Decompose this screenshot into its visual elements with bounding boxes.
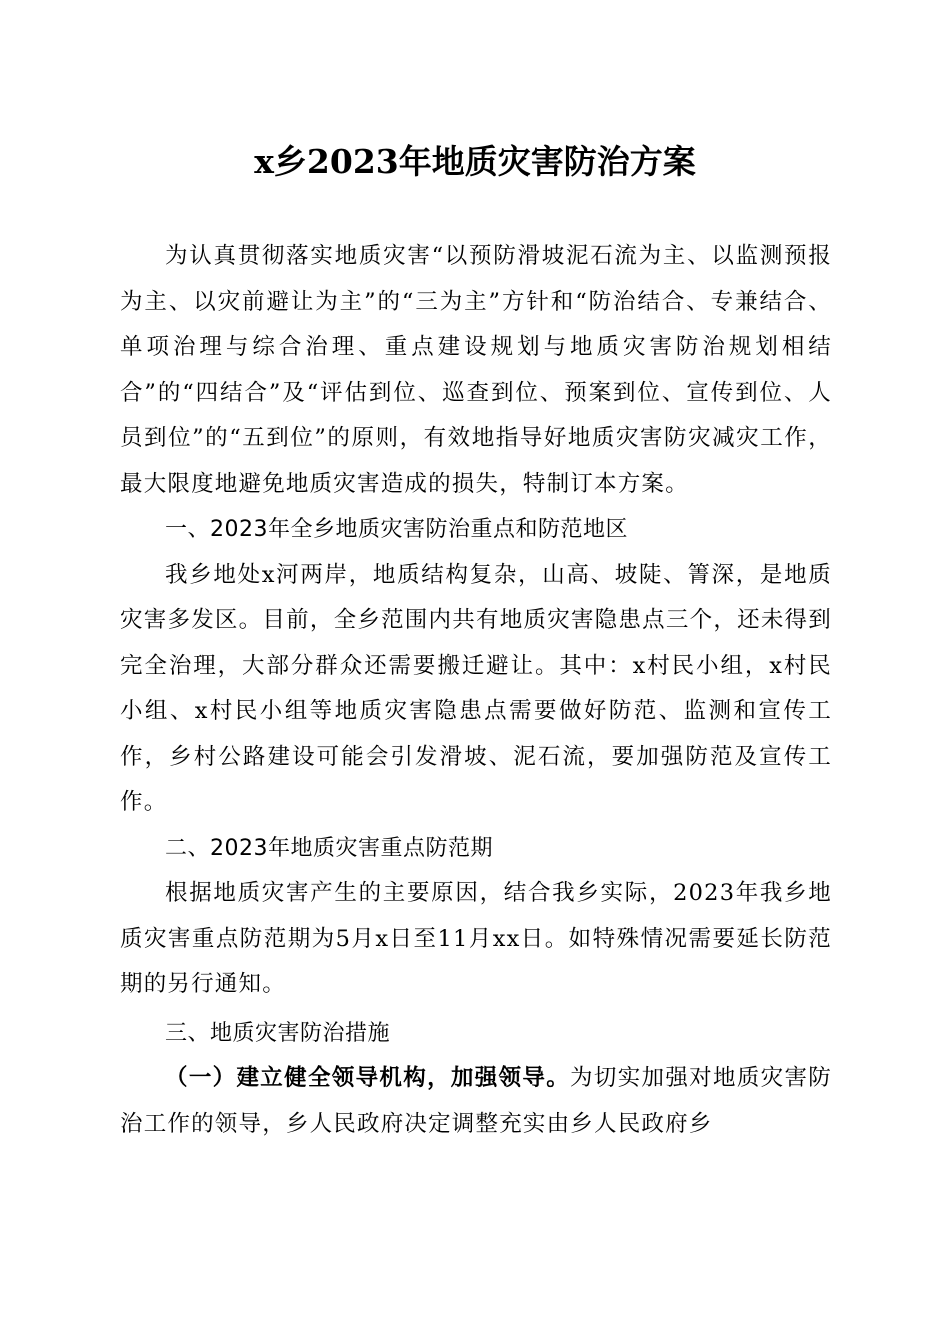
section-3-heading: 三、地质灾害防治措施 bbox=[165, 1020, 391, 1046]
subsection-1-lead: （一）建立健全领导机构，加强领导。 bbox=[165, 1065, 571, 1091]
subsection-1-text: 为切实加强对地质灾害防治工作的领导，乡人民政府决定调整充实由乡人民政府乡 bbox=[120, 1065, 833, 1137]
document-body bbox=[120, 234, 832, 1147]
section-2-paragraph: 根据地质灾害产生的主要原因，结合我乡实际，2023年我乡地质灾害重点防范期为5月x日至11月xx日。如特殊情况需要延长防范期的另行通知。 bbox=[120, 880, 832, 997]
intro-paragraph: 为认真贯彻落实地质灾害“以预防滑坡泥石流为主、以监测预报为主、以灾前避让为主”的“三为主”方针和“防治结合、专兼结合、单项治理与综合治理、重点建设规划与地质灾害防治规划相结合”的“四结合”及“评估到位、巡查到位、预案到位、宣传到位、人员到位”的“五到位”的原则，有效地指导好地质灾害防灾减灾工作，最大限度地避免地质灾害造成的损失，特制订本方案。 bbox=[120, 243, 832, 497]
section-1-heading: 一、2023年全乡地质灾害防治重点和防范地区 bbox=[165, 517, 628, 542]
section-2-heading: 二、2023年地质灾害重点防范期 bbox=[165, 835, 493, 861]
document-title: x乡2023年地质灾害防治方案 bbox=[254, 142, 696, 181]
section-1-paragraph: 我乡地处x河两岸，地质结构复杂，山高、坡陡、箐深，是地质灾害多发区。目前，全乡范围内共有地质灾害隐患点三个，还未得到完全治理，大部分群众还需要搬迁避让。其中：x村民小组，x村民小组、x村民小组等地质灾害隐患点需要做好防范、监测和宣传工作，乡村公路建设可能会引发滑坡、泥石流，要加强防范及宣传工作。 bbox=[120, 561, 832, 815]
section-3-subsection-1-paragraph bbox=[120, 1056, 832, 1147]
